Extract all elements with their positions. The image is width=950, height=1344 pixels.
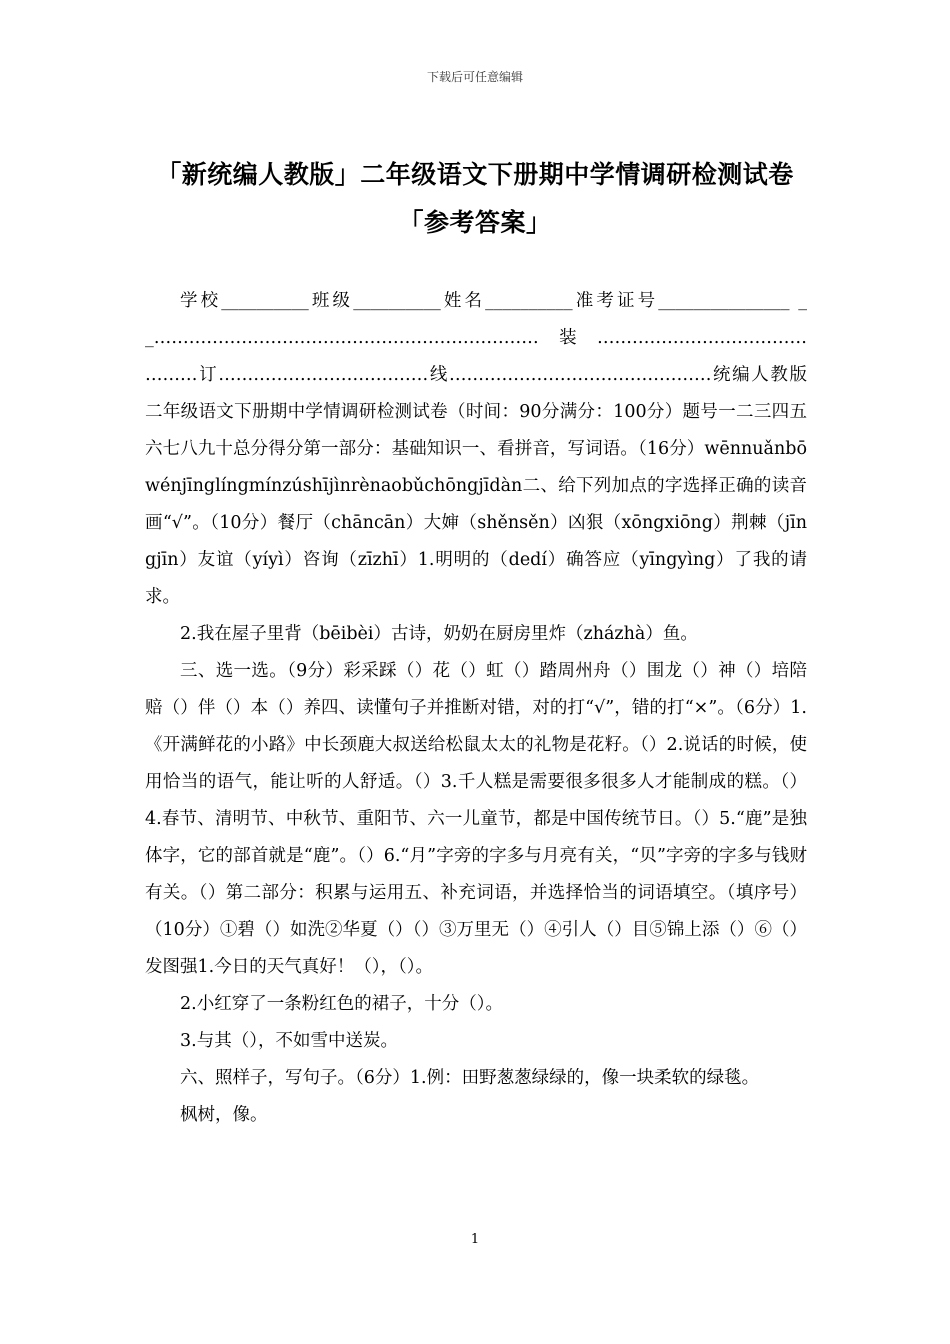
document-title: 「新统编人教版」二年级语文下册期中学情调研检测试卷 (156, 160, 794, 189)
document-body (145, 283, 807, 1134)
paragraph-question: 三、选一选。（9分）彩采踩（）花（）虹（）踏周州舟（）围龙（）神（）培陪赔（）伴（）本（）养四、读懂句子并推断对错，对的打“√”，错的打“×”。（6分）1.《开满鲜花的小路》中长颈鹿大叔送给松鼠太太的礼物是花籽。（）2.说话的时候，使用恰当的语气，能让听的人舒适。（）3.千人糕是需要很多很多人才能制成的糕。（）4.春节、清明节、中秋节、重阳节、六一儿童节，都是中国传统节日。（）5.“鹿”是独体字，它的部首就是“鹿”。（）6.“月”字旁的字多与月亮有关，“贝”字旁的字多与钱财有关。（）第二部分：积累与运用五、补充词语，并选择恰当的词语填空。（填序号）（10分）①碧（）如洗②华夏（）（）③万里无（）④引人（）目⑤锦上添（）⑥（）发图强1.今日的天气真好！（），（）。 (145, 661, 807, 977)
paragraph-question: 2.我在屋子里背（bēibèi）古诗，奶奶在厨房里炸（zházhà）鱼。 (180, 624, 698, 644)
paragraph-question: 3.与其（），不如雪中送炭。 (180, 1031, 398, 1051)
paragraph-question: 枫树，像。 (180, 1105, 268, 1125)
paragraph-question: 2.小红穿了一条粉红色的裙子，十分（）。 (180, 994, 503, 1014)
document-subtitle: 「参考答案」 (398, 208, 552, 237)
page-number: 1 (470, 1232, 480, 1247)
paragraph-question: 六、照样子，写句子。（6分）1.例：田野葱葱绿绿的，像一块柔软的绿毯。 (180, 1068, 760, 1088)
header-note: 下载后可任意编辑 (426, 70, 523, 84)
paragraph-exam-intro: 学校__________班级__________姓名__________准考证号_______________ __…………………………………………………………装……………………………… ………订………………………………线………………………………………统编人教版二年级语文下册期中学情调研检测试卷（时间：90分满分：100分）题号一二三四五六七八九十总分得分第一部分：基础知识一、看拼音，写词语。（16分）wēnnuǎnbōwénjīnglíngmínzúshījìnrènaobǔchōngjīdàn二、给下列加点的字选择正确的读音画“√”。（10分）餐厅（chāncān）大婶（shěnsěn）凶狠（xōngxiōng）荆棘（jīngjīn）友谊（yíyì）咨询（zīzhī）1.明明的（dedí）确答应（yīngyìng）了我的请求。 (145, 291, 807, 607)
